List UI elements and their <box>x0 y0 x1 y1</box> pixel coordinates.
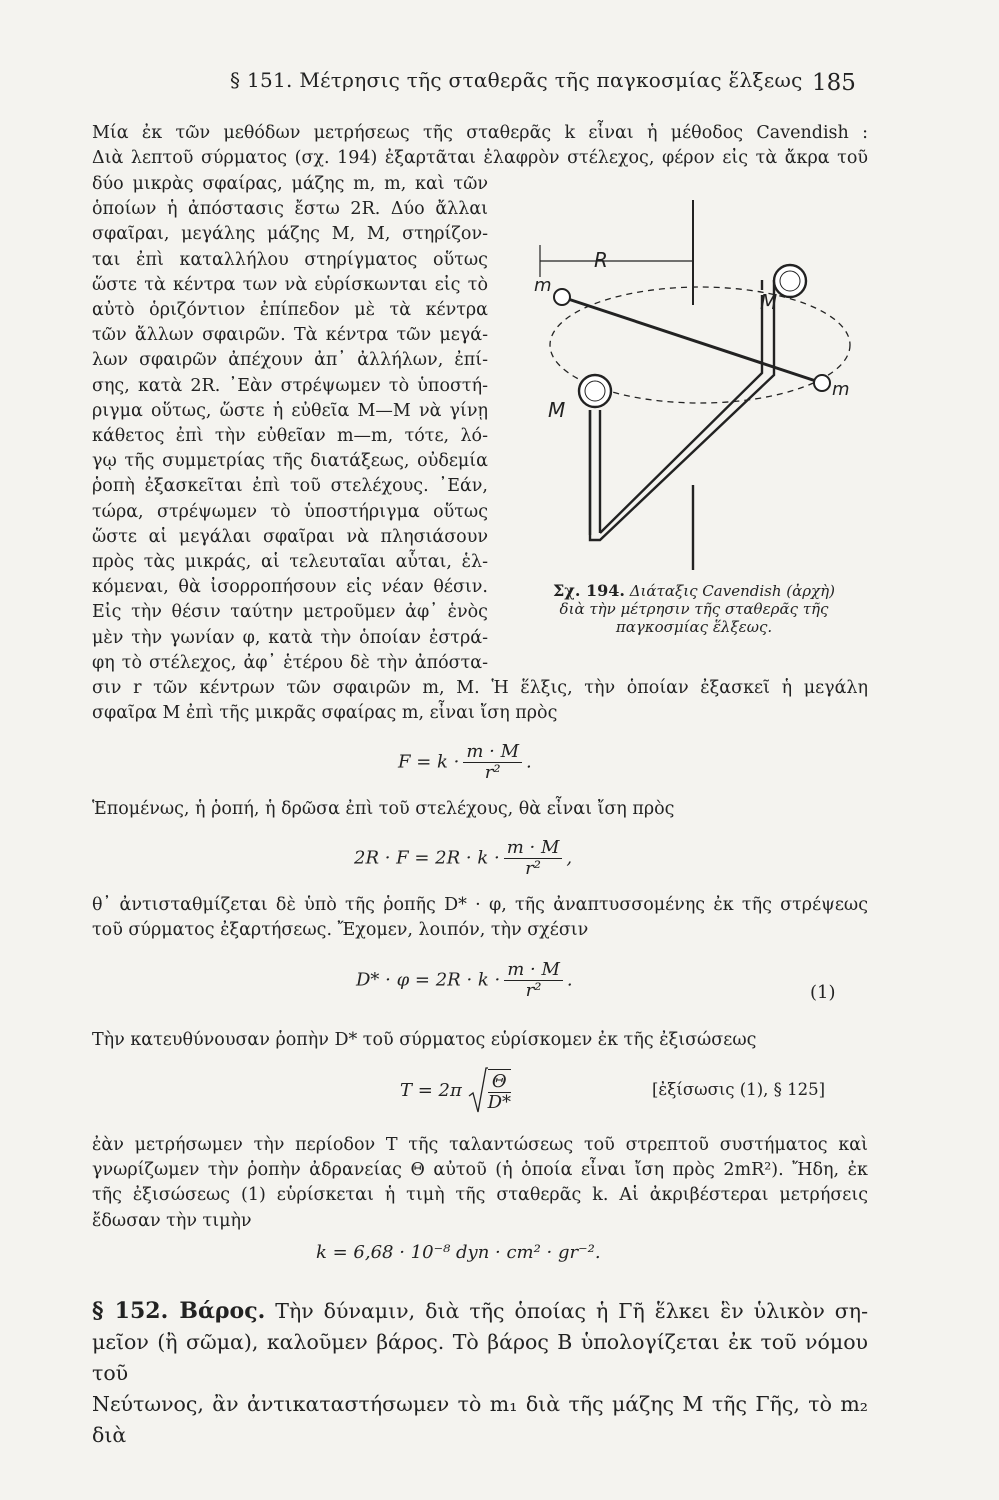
text-line: Εἰς τὴν θέσιν ταύτην μετροῦμεν ἀφ᾽ ἑνὸς <box>92 602 488 623</box>
text-line: μεῖον (ἢ σῶμα), καλοῦμεν βάρος. Τὸ βάρος B ὑπολογίζεται ἐκ τοῦ νόμου τοῦ <box>92 1330 868 1385</box>
equation-period <box>400 1066 515 1116</box>
paragraph-intro <box>92 121 868 171</box>
text-line: ται ἐπὶ καταλλήλου στηρίγματος οὕτως <box>92 249 488 270</box>
text-line: Τὴν δύναμιν, διὰ τῆς ὁποίας ἡ Γῆ ἕλκει ἓν ὑλικὸν ση- <box>275 1299 868 1323</box>
paragraph-directing <box>92 1028 868 1053</box>
text-line: σφαῖραι, μεγάλης μάζης M, M, στηρίζον- <box>92 224 488 245</box>
text-line: ὁποίων ἡ ἀπόστασις ἔστω 2R. Δύο ἄλλαι <box>92 199 488 220</box>
text-line: σφαῖρα M ἐπὶ τῆς μικρᾶς σφαίρας m, εἶναι ἴση πρὸς <box>92 703 558 724</box>
text-line: λων σφαιρῶν ἀπέχουν ἀπ᾽ ἀλλήλων, ἐπί- <box>92 350 488 371</box>
eq-denominator: r² <box>525 858 541 879</box>
small-sphere-right <box>814 375 830 391</box>
eq-numerator: m · M <box>463 742 522 763</box>
figure-caption <box>514 582 874 636</box>
eq-lhs: F = k · <box>398 751 460 773</box>
text-line: αὐτὸ ὁριζόντιον ἐπίπεδον μὲ τὰ κέντρα <box>92 300 488 321</box>
eq-numerator: Θ <box>488 1072 511 1093</box>
section-heading: § 152. Βάρος. <box>92 1298 266 1324</box>
label-M-left: M <box>548 398 566 422</box>
small-sphere-left <box>554 289 570 305</box>
sqrt <box>468 1066 515 1116</box>
paragraph-torque <box>92 797 868 822</box>
paragraph-narrow-column <box>92 172 488 676</box>
eq-number-label: (1) <box>810 982 836 1003</box>
text-line: τώρα, στρέψωμεν τὸ ὑποστήριγμα οὕτως <box>92 501 488 522</box>
large-sphere-left <box>579 375 611 407</box>
paragraph-continuation <box>92 676 868 726</box>
caption-line: διὰ τὴν μέτρησιν τῆς σταθερᾶς τῆς <box>559 600 829 618</box>
caption-line: παγκοσμίας ἕλξεως. <box>615 618 773 636</box>
support-frame <box>590 280 774 540</box>
text-line: δύο μικρὰς σφαίρας, μάζης m, m, καὶ τῶν <box>92 174 488 194</box>
text-line: σης, κατὰ 2R. ᾿Εὰν στρέψωμεν τὸ ὑποστή- <box>92 375 488 396</box>
caption-line: Διάταξις Cavendish (ἀρχὴ) <box>629 582 835 600</box>
text-line: Ἑπομένως, ἡ ῥοπή, ἡ δρῶσα ἐπὶ τοῦ στελέχους, θὰ εἶναι ἴση πρὸς <box>92 799 675 819</box>
label-M-right: M <box>760 290 778 314</box>
text-line: ὥστε αἱ μεγάλαι σφαῖραι νὰ πλησιάσουν <box>92 526 488 547</box>
label-R: R <box>594 248 608 272</box>
equation-reference <box>652 1080 825 1099</box>
text-line: πρὸς τὰς μικράς, αἱ τελευταῖαι αὗται, ἑλ- <box>92 552 488 573</box>
text-line: Τὴν κατευθύνουσαν ῥοπὴν D* τοῦ σύρματος εὑρίσκομεν ἐκ τῆς ἐξισώσεως <box>92 1030 757 1050</box>
equation-1 <box>356 960 573 1001</box>
equation-torque <box>354 838 572 879</box>
text-line: ῥοπὴ ἐξασκεῖται ἐπὶ τοῦ στελέχους. ᾿Εάν, <box>92 476 488 497</box>
figure-label: Σχ. 194. <box>552 581 625 600</box>
eq-numerator: m · M <box>504 838 563 859</box>
text-line: μὲν τὴν γωνίαν φ, κατὰ τὴν ὁποίαν ἐστρά- <box>92 627 488 648</box>
eq-tail: . <box>526 751 532 773</box>
text-line: θ᾽ ἀντισταθμίζεται δὲ ὑπὸ τῆς ῥοπῆς D* · φ, τῆς ἀναπτυσσομένης ἐκ τῆς στρέψεως <box>92 895 868 915</box>
large-sphere-right <box>774 265 806 297</box>
eq-denominator: r² <box>525 980 542 1001</box>
text-line: γνωρίζωμεν τὴν ῥοπὴν ἀδρανείας Θ αὐτοῦ (ἡ ὁποία εἶναι ἴση πρὸς 2mR²). Ἤδη, ἐκ <box>92 1160 868 1181</box>
page-number: 185 <box>812 70 856 96</box>
eq-denominator: r² <box>484 762 501 783</box>
text-line: φη τὸ στέλεχος, ἀφ᾽ ἑτέρου δὲ τὴν ἀπόστα- <box>92 652 488 673</box>
label-m-right: m <box>832 379 850 400</box>
text-line: Μία ἐκ τῶν μεθόδων μετρήσεως τῆς σταθερᾶς k εἶναι ἡ μέθοδος Cavendish : <box>92 123 868 143</box>
text-line: ὥστε τὰ κέντρα των νὰ εὑρίσκωνται εἰς τὸ <box>92 274 488 295</box>
text-line: κάθετος ἐπὶ τὴν εὐθεῖαν m—m, τότε, λό- <box>92 426 488 447</box>
text-line: Διὰ λεπτοῦ σύρματος (σχ. 194) ἐξαρτᾶται ἐλαφρὸν στέλεχος, φέρον εἰς τὰ ἄκρα τοῦ <box>92 148 868 169</box>
paragraph-measure <box>92 1133 868 1234</box>
text-line: Νεύτωνος, ἂν ἀντικαταστήσωμεν τὸ m₁ διὰ τῆς μάζης M τῆς Γῆς, τὸ m₂ διὰ <box>92 1392 868 1447</box>
equation-number <box>810 982 836 1003</box>
page-header <box>0 68 999 108</box>
running-title: § 151. Μέτρησις τῆς σταθερᾶς τῆς παγκοσμίας ἕλξεως <box>230 68 803 92</box>
reference-text: [ἐξίσωσις (1), § 125] <box>652 1080 826 1099</box>
text-line: τῆς ἐξισώσεως (1) εὑρίσκεται ἡ τιμὴ τῆς σταθερᾶς k. Αἱ ἀκριβέστεραι μετρήσεις <box>92 1185 868 1206</box>
eq-tail: , <box>566 847 573 869</box>
text-line: τοῦ σύρματος ἐξαρτήσεως. Ἔχομεν, λοιπόν, τὴν σχέσιν <box>92 920 589 941</box>
text-line: ριγμα οὕτως, ὥστε ἡ εὐθεῖα M—M νὰ γίνῃ <box>92 400 488 421</box>
eq-lhs: T = 2π <box>400 1080 462 1101</box>
text-line: κόμεναι, θὰ ἰσορροπήσουν εἰς νέαν θέσιν. <box>92 577 488 598</box>
text-line: σιν r τῶν κέντρων τῶν σφαιρῶν m, M. Ἡ ἕλξις, τὴν ὁποίαν ἐξασκεῖ ἡ μεγάλη <box>92 678 868 698</box>
section-first-line <box>92 1296 868 1327</box>
eq-lhs: D* · φ = 2R · k · <box>356 969 501 991</box>
text-line: γῳ τῆς συμμετρίας τῆς διατάξεως, οὐδεμία <box>92 451 488 472</box>
equation-force <box>398 742 532 783</box>
torsion-rod <box>562 297 822 383</box>
eq-lhs: 2R · F = 2R · k · <box>354 847 500 869</box>
eq-tail: . <box>566 969 573 991</box>
equation-value <box>316 1242 601 1263</box>
eq-value-text: k = 6,68 · 10⁻⁸ dyn · cm² · gr⁻². <box>316 1242 601 1263</box>
sqrt-sign <box>468 1066 488 1116</box>
text-line: ἐὰν μετρήσωμεν τὴν περίοδον T τῆς ταλαντώσεως τοῦ στρεπτοῦ συστήματος καὶ <box>92 1135 868 1155</box>
text-line: τῶν ἄλλων σφαιρῶν. Τὰ κέντρα τῶν μεγά- <box>92 325 488 346</box>
eq-numerator: m · M <box>504 960 563 981</box>
section-152 <box>92 1296 868 1451</box>
text-line: ἔδωσαν τὴν τιμὴν <box>92 1210 252 1231</box>
cavendish-apparatus-figure <box>510 195 880 575</box>
paragraph-balance <box>92 893 868 943</box>
eq-denominator: D* <box>487 1092 511 1113</box>
label-m-left: m <box>534 275 552 296</box>
